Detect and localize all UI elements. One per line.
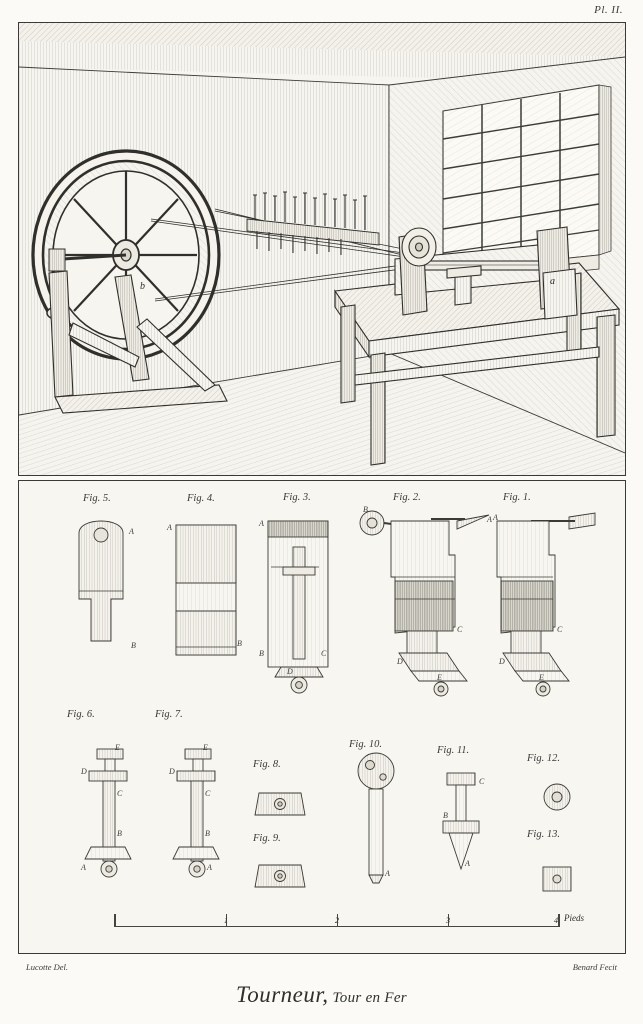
letter-fig11-b: B xyxy=(443,811,448,820)
fig-label-3: Fig. 3. xyxy=(283,492,311,503)
figures-drawing xyxy=(19,481,625,953)
scale-tick-3: 3 xyxy=(445,915,451,925)
fig-label-5: Fig. 5. xyxy=(83,493,111,504)
plate-number: Pl. II. xyxy=(594,4,623,16)
fig-label-12: Fig. 12. xyxy=(527,753,560,764)
letter-fig3-c: C xyxy=(321,649,327,658)
letter-fig2-e: E xyxy=(437,673,442,682)
letter-fig4-a: A xyxy=(167,523,172,532)
letter-fig3-b: B xyxy=(259,649,264,658)
letter-fig3-a: A xyxy=(259,519,264,528)
letter-fig5-b: B xyxy=(131,641,136,650)
workshop-scene-panel xyxy=(18,22,626,476)
letter-fig7-b: B xyxy=(205,829,210,838)
fig-label-8: Fig. 8. xyxy=(253,759,281,770)
letter-fig6-d: D xyxy=(81,767,87,776)
scale-tick-4: 4 xyxy=(553,915,559,925)
letter-fig1-e: E xyxy=(539,673,544,682)
letter-fig2-d: D xyxy=(397,657,403,666)
fig-label-7: Fig. 7. xyxy=(155,709,183,720)
svg-text:a: a xyxy=(550,276,555,287)
letter-fig7-a: A xyxy=(207,863,212,872)
letter-fig7-e: E xyxy=(203,743,208,752)
letter-fig7-c: C xyxy=(205,789,211,798)
letter-fig7-d: D xyxy=(169,767,175,776)
letter-fig1-a: A xyxy=(487,515,492,524)
scale-bar xyxy=(114,913,584,927)
scale-tick-1: 1 xyxy=(223,915,229,925)
letter-fig3-d: D xyxy=(287,667,293,676)
letter-fig6-a: A xyxy=(81,863,86,872)
credit-engraver: Benard Fecit xyxy=(572,962,617,972)
letter-fig10-a: A xyxy=(385,869,390,878)
fig-label-9: Fig. 9. xyxy=(253,833,281,844)
fig-label-11: Fig. 11. xyxy=(437,745,470,756)
letter-fig1-d: D xyxy=(499,657,505,666)
letter-fig11-c: C xyxy=(479,777,485,786)
fig-label-2: Fig. 2. xyxy=(393,492,421,503)
fig-label-13: Fig. 13. xyxy=(527,829,560,840)
letter-fig6-e: E xyxy=(115,743,120,752)
fig-label-4: Fig. 4. xyxy=(187,493,215,504)
plate-title-sub: Tour en Fer xyxy=(332,990,407,1006)
letter-fig6-b: B xyxy=(117,829,122,838)
letter-fig1-c: C xyxy=(557,625,563,634)
credit-draughtsman: Lucotte Del. xyxy=(26,962,69,972)
plate-title xyxy=(0,982,643,1008)
svg-text:b: b xyxy=(140,281,145,292)
scale-unit-label: Pieds xyxy=(564,913,584,923)
letter-fig5-a: A xyxy=(129,527,134,536)
workshop-scene-drawing xyxy=(19,23,625,475)
letter-fig2-b: B xyxy=(363,505,368,514)
scale-tick-2: 2 xyxy=(334,915,340,925)
letter-fig11-a: A xyxy=(465,859,470,868)
letter-fig2-c: C xyxy=(457,625,463,634)
letter-fig2-a: A xyxy=(493,513,498,522)
fig-label-10: Fig. 10. xyxy=(349,739,382,750)
fig-label-6: Fig. 6. xyxy=(67,709,95,720)
figures-panel xyxy=(18,480,626,954)
letter-fig6-c: C xyxy=(117,789,123,798)
fig-label-1: Fig. 1. xyxy=(503,492,531,503)
plate-title-main: Tourneur, xyxy=(236,982,329,1007)
letter-fig4-b: B xyxy=(237,639,242,648)
